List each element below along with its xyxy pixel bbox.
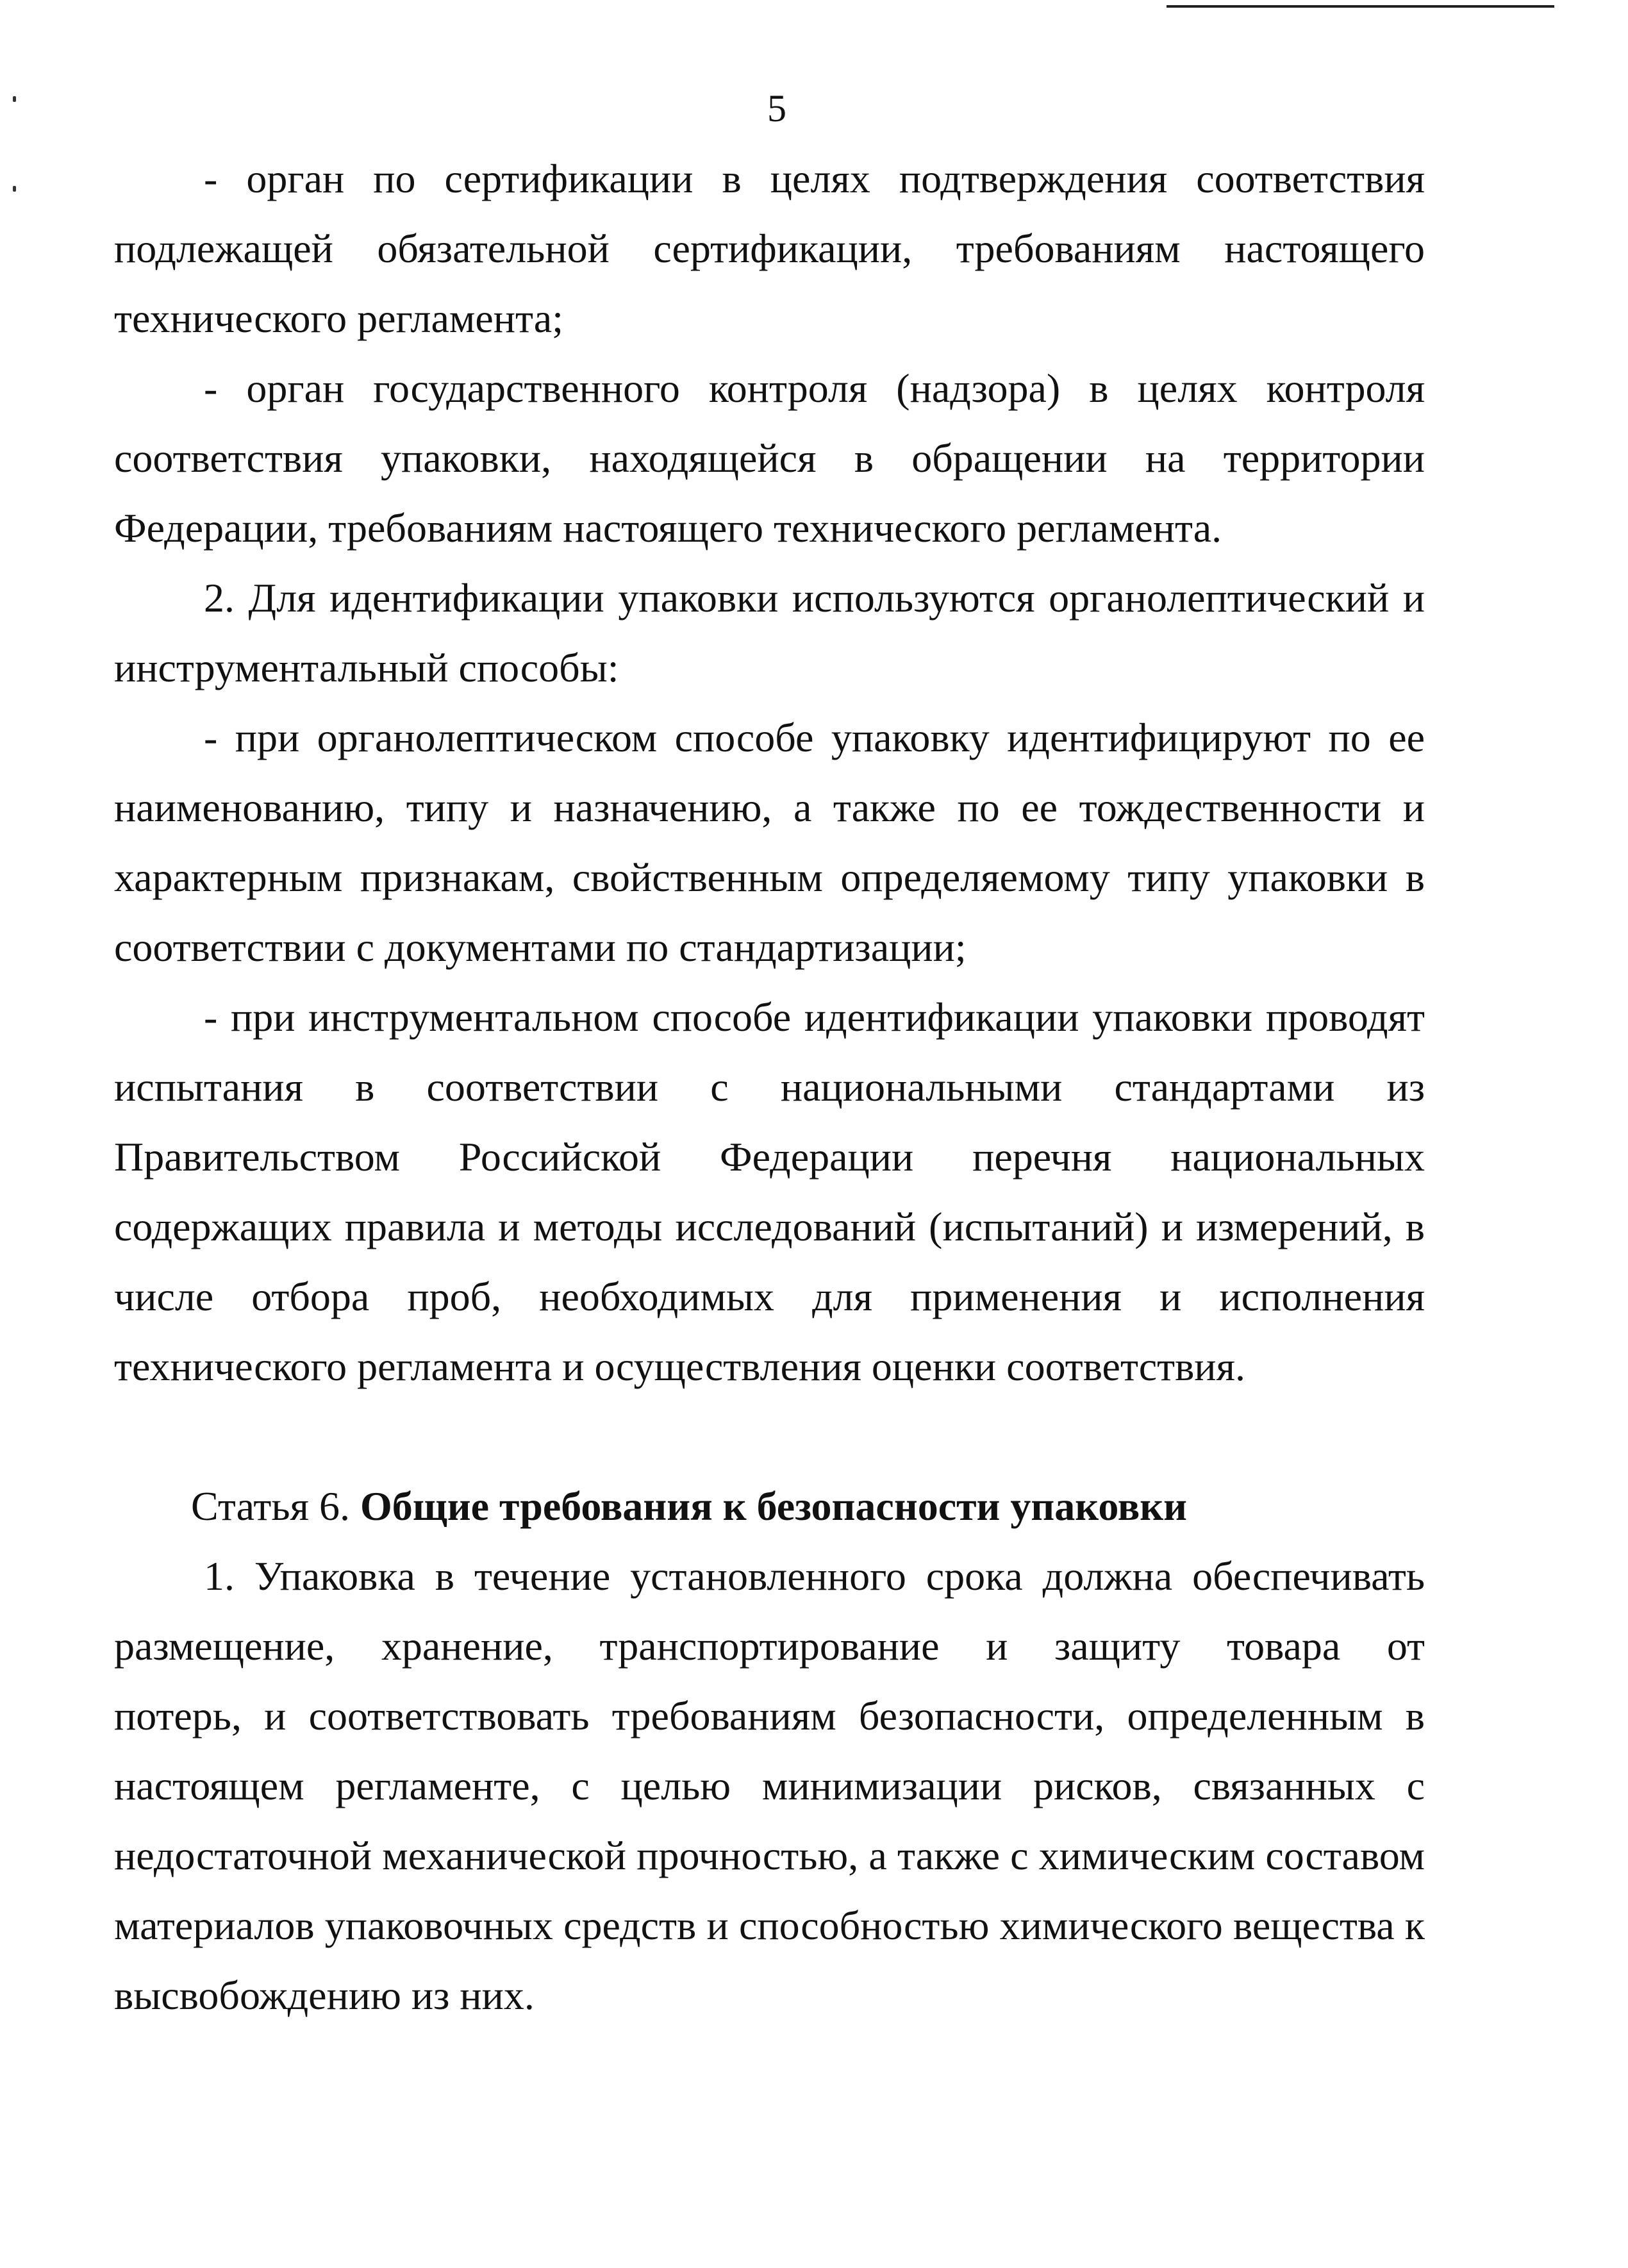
blank-line bbox=[114, 1401, 1425, 1471]
text-line: соответствии с документами по стандартизации; bbox=[114, 924, 967, 970]
text-line: - орган по сертификации в целях подтверждения соответствия bbox=[204, 156, 1425, 201]
text-line: подлежащей обязательной сертификации, требованиям настоящего bbox=[114, 226, 1425, 271]
text-line: Федерации, требованиям настоящего технического регламента. bbox=[114, 505, 1222, 551]
article-prefix: Статья 6. bbox=[191, 1483, 350, 1529]
document-body bbox=[114, 144, 1425, 2030]
text-line: характерным признакам, свойственным определяемому типу упаковки в bbox=[114, 855, 1425, 900]
paragraph bbox=[114, 703, 1425, 982]
text-line: - при инструментальном способе идентификации упаковки проводят bbox=[204, 994, 1425, 1040]
paragraph bbox=[114, 563, 1425, 703]
text-line: - орган государственного контроля (надзора) в целях контроля bbox=[204, 365, 1425, 411]
text-line: - при органолептическом способе упаковку идентифицируют по ее bbox=[204, 715, 1425, 760]
text-line: содержащих правила и методы исследований (испытаний) и измерений, в bbox=[114, 1204, 1425, 1249]
text-line: технического регламента и осуществления оценки соответствия. bbox=[114, 1344, 1245, 1389]
article-heading bbox=[114, 1471, 1425, 1541]
article-title: Общие требования к безопасности упаковки bbox=[360, 1483, 1188, 1529]
scan-speck bbox=[13, 96, 16, 102]
page-number: 5 bbox=[767, 87, 786, 129]
text-line: соответствия упаковки, находящейся в обращении на территории bbox=[114, 435, 1425, 481]
text-line: высвобождению из них. bbox=[114, 1972, 535, 2018]
scan-speck bbox=[13, 186, 16, 192]
text-line: недостаточной механической прочностью, а также с химическим составом bbox=[114, 1833, 1425, 1878]
text-line: испытания в соответствии с национальными стандартами из bbox=[114, 1064, 1425, 1110]
text-line: технического регламента; bbox=[114, 296, 563, 341]
text-line: числе отбора проб, необходимых для применения и исполнения bbox=[114, 1274, 1425, 1319]
paragraph bbox=[114, 982, 1425, 1401]
paragraph bbox=[114, 1541, 1425, 2030]
text-line: потерь, и соответствовать требованиям безопасности, определенным в bbox=[114, 1693, 1425, 1739]
text-line: 2. Для идентификации упаковки используются органолептический и bbox=[204, 575, 1425, 621]
text-line: Правительством Российской Федерации перечня национальных bbox=[114, 1134, 1425, 1180]
section-identification bbox=[114, 144, 1425, 1401]
section-article-6 bbox=[114, 1541, 1425, 2030]
text-line: настоящем регламенте, с целью минимизации рисков, связанных с bbox=[114, 1763, 1425, 1808]
text-line: размещение, хранение, транспортирование и защиту товара от bbox=[114, 1623, 1425, 1669]
text-line: 1. Упаковка в течение установленного срока должна обеспечивать bbox=[204, 1553, 1425, 1599]
top-rule bbox=[1167, 5, 1554, 8]
text-line: инструментальный способы: bbox=[114, 645, 619, 690]
text-line: материалов упаковочных средств и способностью химического вещества к bbox=[114, 1903, 1425, 1948]
text-line: наименованию, типу и назначению, а также по ее тождественности и bbox=[114, 785, 1425, 830]
paragraph bbox=[114, 353, 1425, 563]
paragraph bbox=[114, 144, 1425, 353]
